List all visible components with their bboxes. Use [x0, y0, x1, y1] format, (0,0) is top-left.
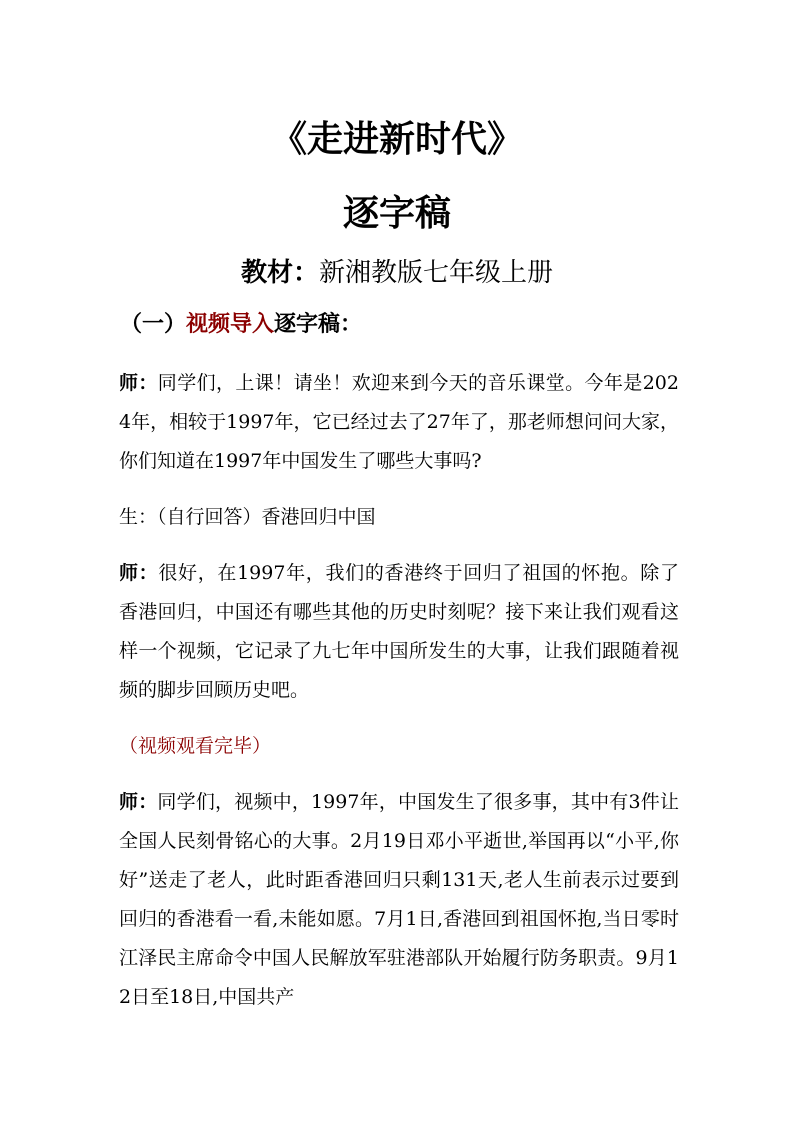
paragraph-student-answer — [119, 498, 679, 537]
section-highlight: 视频导入 — [186, 312, 275, 337]
paragraph-text: 同学们，上课！请坐！欢迎来到今天的音乐课堂。今年是2024年，相较于1997年，它已经过去了27年了，那老师想问问大家，你们知道在1997年中国发生了哪些大事吗? — [119, 372, 679, 472]
speaker-label: 师： — [119, 562, 159, 584]
textbook-value: 新湘教版七年级上册 — [319, 258, 554, 288]
transcript-body — [119, 364, 679, 1017]
section-prefix: （一） — [120, 312, 187, 337]
paragraph-teacher-intro-video — [119, 554, 679, 710]
section-heading — [120, 308, 362, 342]
paragraph-teacher-history — [119, 783, 679, 1017]
paragraph-stage-note — [119, 727, 679, 766]
speaker-label: 生： — [119, 506, 158, 528]
speaker-label: 师： — [119, 372, 158, 394]
paragraph-text: 同学们，视频中，1997年，中国发生了很多事，其中有3件让全国人民刻骨铭心的大事。2月19日邓小平逝世,举国再以“小平,你好”送走了老人，此时距香港回归只剩131天,老人生前表示过要到回归的香港看一看,未能如愿。7月1日,香港回到祖国怀抱,当日零时江泽民主席命令中国人民解放军驻港部队开始履行防务职责。9月12日至18日,中国共产 — [119, 791, 679, 1008]
paragraph-text: 很好，在1997年，我们的香港终于回归了祖国的怀抱。除了香港回归，中国还有哪些其他的历史时刻呢？接下来让我们观看这样一个视频，它记录了九七年中国所发生的大事，让我们跟随着视频的脚步回顾历史吧。 — [119, 562, 679, 701]
textbook-label: 教材： — [240, 258, 319, 288]
section-suffix: 逐字稿： — [274, 312, 363, 337]
speaker-label: 师： — [119, 791, 158, 813]
paragraph-teacher-greeting — [119, 364, 679, 481]
document-title: 《走进新时代》 — [270, 119, 523, 160]
document-subtitle: 逐字稿 — [342, 193, 451, 234]
textbook-line — [0, 255, 794, 291]
paragraph-text: （自行回答）香港回归中国 — [157, 506, 376, 528]
stage-note: （视频观看完毕） — [119, 735, 272, 757]
